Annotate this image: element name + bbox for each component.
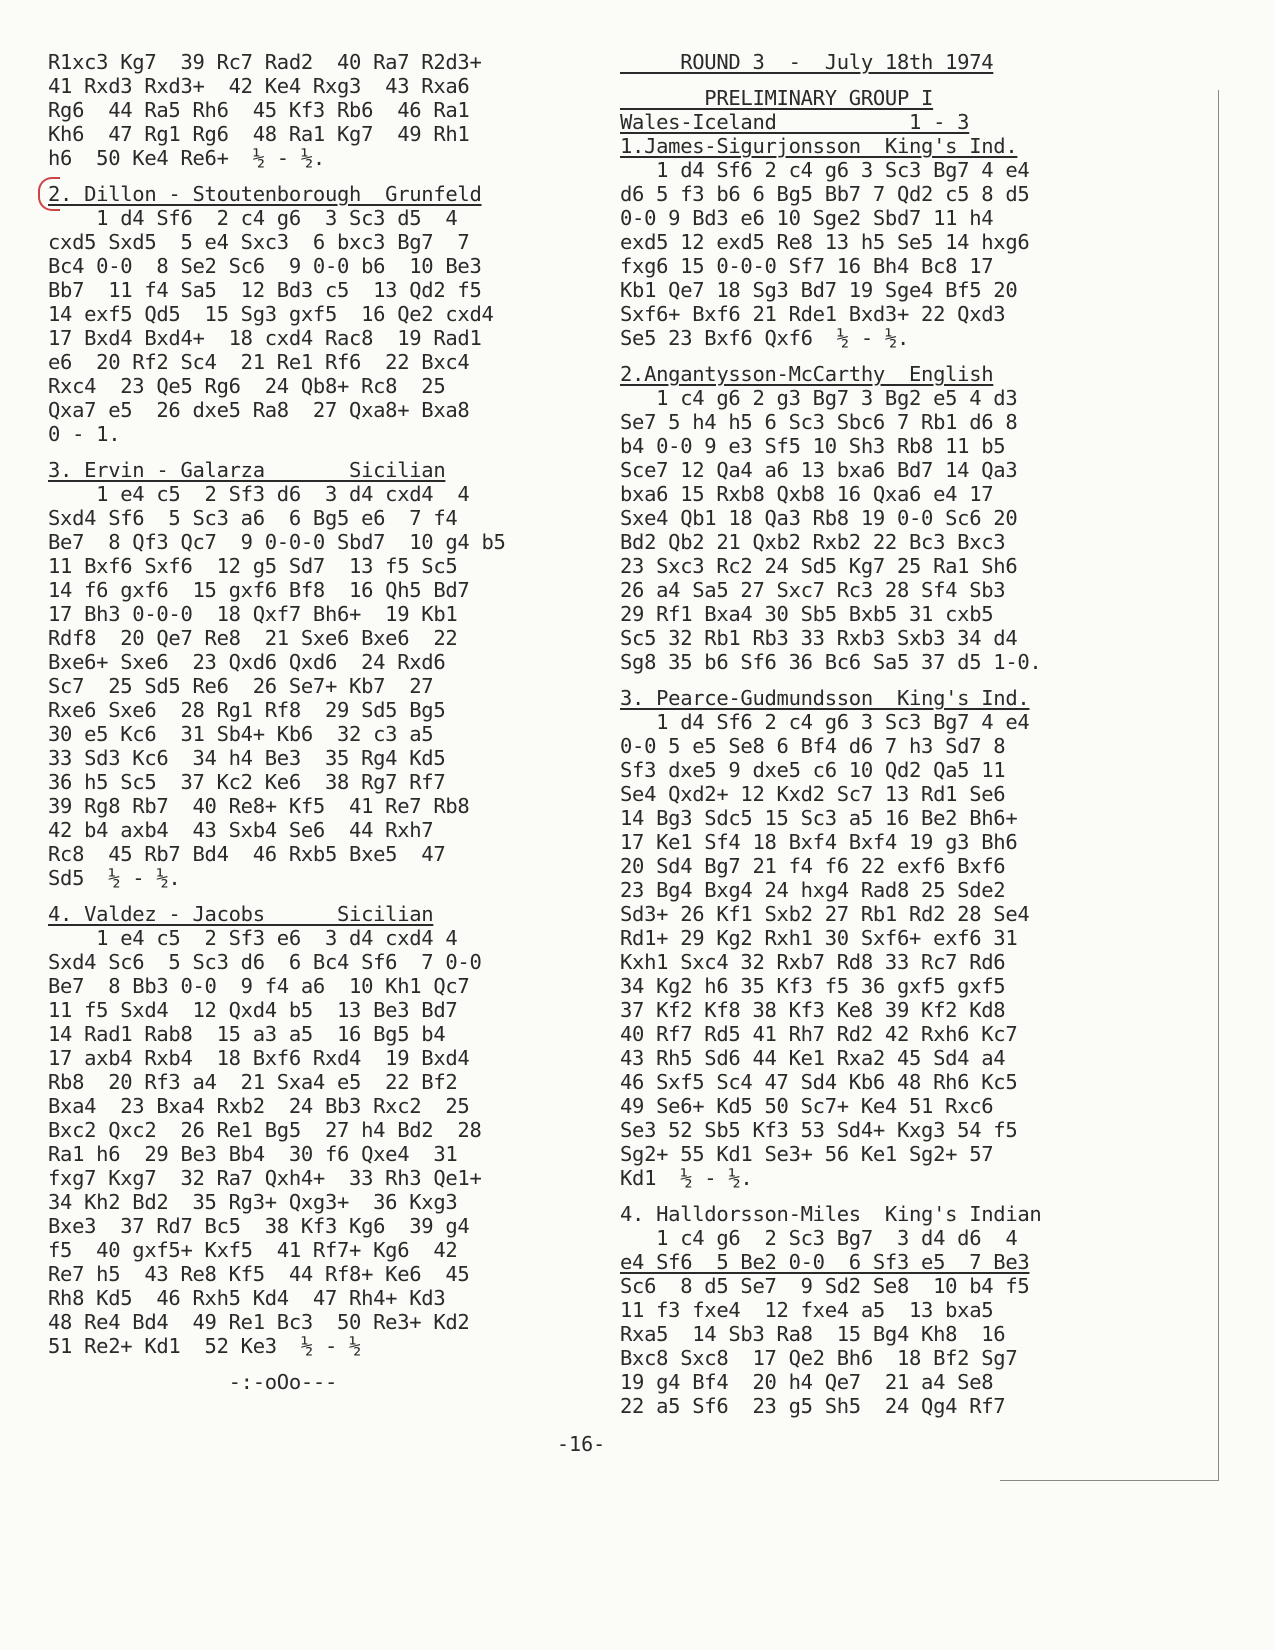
spacer: [620, 674, 1200, 686]
text-line: Kxh1 Sxc4 32 Rxb7 Rd8 33 Rc7 Rd6: [620, 950, 1006, 974]
text-line: 0 - 1.: [48, 422, 121, 446]
game-heading: 4. Valdez - Jacobs Sicilian: [48, 902, 434, 926]
page-number: -16-: [557, 1432, 606, 1456]
text-line: Sg8 35 b6 Sf6 36 Bc6 Sa5 37 d5 1-0.: [620, 650, 1042, 674]
text-line: d6 5 f3 b6 6 Bg5 Bb7 7 Qd2 c5 8 d5: [620, 182, 1030, 206]
spacer: [620, 1190, 1200, 1202]
text-line: Rg6 44 Ra5 Rh6 45 Kf3 Rb6 46 Ra1: [48, 98, 470, 122]
text-line: Bxc2 Qxc2 26 Re1 Bg5 27 h4 Bd2 28: [48, 1118, 482, 1142]
text-line: 17 Bxd4 Bxd4+ 18 cxd4 Rac8 19 Rad1: [48, 326, 482, 350]
text-line: 41 Rxd3 Rxd3+ 42 Ke4 Rxg3 43 Rxa6: [48, 74, 470, 98]
text-line: 1 c4 g6 2 Sc3 Bg7 3 d4 d6 4: [620, 1226, 1018, 1250]
text-line: Sce7 12 Qa4 a6 13 bxa6 Bd7 14 Qa3: [620, 458, 1018, 482]
text-line: Sd5 ½ - ½.: [48, 866, 181, 890]
text-line: 17 axb4 Rxb4 18 Bxf6 Rxd4 19 Bxd4: [48, 1046, 470, 1070]
spacer: [48, 1358, 588, 1370]
text-line: 48 Re4 Bd4 49 Re1 Bc3 50 Re3+ Kd2: [48, 1310, 470, 1334]
text-line: e6 20 Rf2 Sc4 21 Re1 Rf6 22 Bxc4: [48, 350, 470, 374]
text-line: Rdf8 20 Qe7 Re8 21 Sxe6 Bxe6 22: [48, 626, 458, 650]
text-line: fxg6 15 0-0-0 Sf7 16 Bh4 Bc8 17: [620, 254, 994, 278]
text-line: 4. Halldorsson-Miles King's Indian: [620, 1202, 1042, 1226]
text-line: Se7 5 h4 h5 6 Sc3 Sbc6 7 Rb1 d6 8: [620, 410, 1018, 434]
text-line: 34 Kh2 Bd2 35 Rg3+ Qxg3+ 36 Kxg3: [48, 1190, 458, 1214]
text-line: 43 Rh5 Sd6 44 Ke1 Rxa2 45 Sd4 a4: [620, 1046, 1006, 1070]
text-line: Se5 23 Bxf6 Qxf6 ½ - ½.: [620, 326, 910, 350]
text-line: 34 Kg2 h6 35 Kf3 f5 36 gxf5 gxf5: [620, 974, 1006, 998]
game-heading: 2. Dillon - Stoutenborough Grunfeld: [48, 182, 482, 206]
text-line: 11 Bxf6 Sxf6 12 g5 Sd7 13 f5 Sc5: [48, 554, 458, 578]
text-line: 14 f6 gxf6 15 gxf6 Bf8 16 Qh5 Bd7: [48, 578, 470, 602]
text-line: Sc7 25 Sd5 Re6 26 Se7+ Kb7 27: [48, 674, 434, 698]
text-line: 0-0 9 Bd3 e6 10 Sge2 Sbd7 11 h4: [620, 206, 994, 230]
text-line: fxg7 Kxg7 32 Ra7 Qxh4+ 33 Rh3 Qe1+: [48, 1166, 482, 1190]
text-line: Sd3+ 26 Kf1 Sxb2 27 Rb1 Rd2 28 Se4: [620, 902, 1030, 926]
text-line: Sf3 dxe5 9 dxe5 c6 10 Qd2 Qa5 11: [620, 758, 1006, 782]
text-line: 46 Sxf5 Sc4 47 Sd4 Kb6 48 Rh6 Kc5: [620, 1070, 1018, 1094]
spacer: [620, 74, 1200, 86]
text-line: Kb1 Qe7 18 Sg3 Bd7 19 Sge4 Bf5 20: [620, 278, 1018, 302]
text-line: Kh6 47 Rg1 Rg6 48 Ra1 Kg7 49 Rh1: [48, 122, 470, 146]
text-line: -:-oOo---: [48, 1370, 338, 1394]
text-line: 1 d4 Sf6 2 c4 g6 3 Sc3 Bg7 4 e4: [620, 710, 1030, 734]
text-line: Sxd4 Sf6 5 Sc3 a6 6 Bg5 e6 7 f4: [48, 506, 458, 530]
text-line: Rxe6 Sxe6 28 Rg1 Rf8 29 Sd5 Bg5: [48, 698, 446, 722]
text-line: 17 Bh3 0-0-0 18 Qxf7 Bh6+ 19 Kb1: [48, 602, 458, 626]
text-line: 1 e4 c5 2 Sf3 d6 3 d4 cxd4 4: [48, 482, 470, 506]
text-line: 33 Sd3 Kc6 34 h4 Be3 35 Rg4 Kd5: [48, 746, 446, 770]
text-line: 22 a5 Sf6 23 g5 Sh5 24 Qg4 Rf7: [620, 1394, 1006, 1418]
text-line: exd5 12 exd5 Re8 13 h5 Se5 14 hxg6: [620, 230, 1030, 254]
game-heading: ROUND 3 - July 18th 1974: [620, 50, 994, 74]
text-line: 20 Sd4 Bg7 21 f4 f6 22 exf6 Bxf6: [620, 854, 1006, 878]
text-line: Be7 8 Bb3 0-0 9 f4 a6 10 Kh1 Qc7: [48, 974, 470, 998]
text-line: h6 50 Ke4 Re6+ ½ - ½.: [48, 146, 325, 170]
text-line: 23 Bg4 Bxg4 24 hxg4 Rad8 25 Sde2: [620, 878, 1006, 902]
text-line: Sc6 8 d5 Se7 9 Sd2 Se8 10 b4 f5: [620, 1274, 1030, 1298]
text-line: Rb8 20 Rf3 a4 21 Sxa4 e5 22 Bf2: [48, 1070, 458, 1094]
text-line: Qxa7 e5 26 dxe5 Ra8 27 Qxa8+ Bxa8: [48, 398, 470, 422]
text-line: 1 d4 Sf6 2 c4 g6 3 Sc3 Bg7 4 e4: [620, 158, 1030, 182]
text-line: bxa6 15 Rxb8 Qxb8 16 Qxa6 e4 17: [620, 482, 994, 506]
page-frame-line-bottom: [1000, 1480, 1219, 1481]
text-line: Re7 h5 43 Re8 Kf5 44 Rf8+ Ke6 45: [48, 1262, 470, 1286]
text-line: Be7 8 Qf3 Qc7 9 0-0-0 Sbd7 10 g4 b5: [48, 530, 506, 554]
text-line: Bxe6+ Sxe6 23 Qxd6 Qxd6 24 Rxd6: [48, 650, 446, 674]
spacer: [48, 446, 588, 458]
text-line: 36 h5 Sc5 37 Kc2 Ke6 38 Rg7 Rf7: [48, 770, 446, 794]
game-heading: 3. Ervin - Galarza Sicilian: [48, 458, 446, 482]
spacer: [620, 350, 1200, 362]
text-line: 19 g4 Bf4 20 h4 Qe7 21 a4 Se8: [620, 1370, 994, 1394]
game-heading: Wales-Iceland 1 - 3: [620, 110, 970, 134]
text-line: Bd2 Qb2 21 Qxb2 Rxb2 22 Bc3 Bxc3: [620, 530, 1006, 554]
text-line: 29 Rf1 Bxa4 30 Sb5 Bxb5 31 cxb5: [620, 602, 994, 626]
text-line: Bb7 11 f4 Sa5 12 Bd3 c5 13 Qd2 f5: [48, 278, 482, 302]
text-line: 14 Rad1 Rab8 15 a3 a5 16 Bg5 b4: [48, 1022, 446, 1046]
text-line: f5 40 gxf5+ Kxf5 41 Rf7+ Kg6 42: [48, 1238, 458, 1262]
text-line: 11 f5 Sxd4 12 Qxd4 b5 13 Be3 Bd7: [48, 998, 458, 1022]
page-frame-line: [1218, 90, 1219, 1480]
text-line: Sxf6+ Bxf6 21 Rde1 Bxd3+ 22 Qxd3: [620, 302, 1006, 326]
text-line: 1 e4 c5 2 Sf3 e6 3 d4 cxd4 4: [48, 926, 458, 950]
text-line: 1 c4 g6 2 g3 Bg7 3 Bg2 e5 4 d3: [620, 386, 1018, 410]
text-line: 26 a4 Sa5 27 Sxc7 Rc3 28 Sf4 Sb3: [620, 578, 1006, 602]
game-heading: 3. Pearce-Gudmundsson King's Ind.: [620, 686, 1030, 710]
text-line: Bxa4 23 Bxa4 Rxb2 24 Bb3 Rxc2 25: [48, 1094, 470, 1118]
text-line: b4 0-0 9 e3 Sf5 10 Sh3 Rb8 11 b5: [620, 434, 1006, 458]
text-line: Sxd4 Sc6 5 Sc3 d6 6 Bc4 Sf6 7 0-0: [48, 950, 482, 974]
spacer: [48, 170, 588, 182]
text-line: Sg2+ 55 Kd1 Se3+ 56 Ke1 Sg2+ 57: [620, 1142, 994, 1166]
text-line: R1xc3 Kg7 39 Rc7 Rad2 40 Ra7 R2d3+: [48, 50, 482, 74]
text-line: Se3 52 Sb5 Kf3 53 Sd4+ Kxg3 54 f5: [620, 1118, 1018, 1142]
text-line: 49 Se6+ Kd5 50 Sc7+ Ke4 51 Rxc6: [620, 1094, 994, 1118]
game-heading: 2.Angantysson-McCarthy English: [620, 362, 994, 386]
text-line: 30 e5 Kc6 31 Sb4+ Kb6 32 c3 a5: [48, 722, 434, 746]
text-line: Bxe3 37 Rd7 Bc5 38 Kf3 Kg6 39 g4: [48, 1214, 470, 1238]
game-heading: e4 Sf6 5 Be2 0-0 6 Sf3 e5 7 Be3: [620, 1250, 1030, 1274]
text-line: Rxc4 23 Qe5 Rg6 24 Qb8+ Rc8 25: [48, 374, 446, 398]
right-column: [620, 50, 1200, 1418]
text-line: 14 Bg3 Sdc5 15 Sc3 a5 16 Be2 Bh6+: [620, 806, 1018, 830]
text-line: 23 Sxc3 Rc2 24 Sd5 Kg7 25 Ra1 Sh6: [620, 554, 1018, 578]
text-line: 42 b4 axb4 43 Sxb4 Se6 44 Rxh7: [48, 818, 434, 842]
text-line: 11 f3 fxe4 12 fxe4 a5 13 bxa5: [620, 1298, 994, 1322]
text-line: 17 Ke1 Sf4 18 Bxf4 Bxf4 19 g3 Bh6: [620, 830, 1018, 854]
game-heading: 1.James-Sigurjonsson King's Ind.: [620, 134, 1018, 158]
text-line: Ra1 h6 29 Be3 Bb4 30 f6 Qxe4 31: [48, 1142, 458, 1166]
text-line: Sxe4 Qb1 18 Qa3 Rb8 19 0-0 Sc6 20: [620, 506, 1018, 530]
spacer: [48, 890, 588, 902]
text-line: 39 Rg8 Rb7 40 Re8+ Kf5 41 Re7 Rb8: [48, 794, 470, 818]
text-line: Bc4 0-0 8 Se2 Sc6 9 0-0 b6 10 Be3: [48, 254, 482, 278]
text-line: Se4 Qxd2+ 12 Kxd2 Sc7 13 Rd1 Se6: [620, 782, 1006, 806]
text-line: Rxa5 14 Sb3 Ra8 15 Bg4 Kh8 16: [620, 1322, 1006, 1346]
text-line: 1 d4 Sf6 2 c4 g6 3 Sc3 d5 4: [48, 206, 458, 230]
text-line: 37 Kf2 Kf8 38 Kf3 Ke8 39 Kf2 Kd8: [620, 998, 1006, 1022]
left-column: [48, 50, 588, 1394]
text-line: Rh8 Kd5 46 Rxh5 Kd4 47 Rh4+ Kd3: [48, 1286, 446, 1310]
text-line: 51 Re2+ Kd1 52 Ke3 ½ - ½: [48, 1334, 362, 1358]
text-line: 14 exf5 Qd5 15 Sg3 gxf5 16 Qe2 cxd4: [48, 302, 494, 326]
text-line: Rc8 45 Rb7 Bd4 46 Rxb5 Bxe5 47: [48, 842, 446, 866]
text-line: Kd1 ½ - ½.: [620, 1166, 753, 1190]
text-line: 40 Rf7 Rd5 41 Rh7 Rd2 42 Rxh6 Kc7: [620, 1022, 1018, 1046]
text-line: cxd5 Sxd5 5 e4 Sxc3 6 bxc3 Bg7 7: [48, 230, 470, 254]
text-line: Rd1+ 29 Kg2 Rxh1 30 Sxf6+ exf6 31: [620, 926, 1018, 950]
text-line: 0-0 5 e5 Se8 6 Bf4 d6 7 h3 Sd7 8: [620, 734, 1006, 758]
text-line: Bxc8 Sxc8 17 Qe2 Bh6 18 Bf2 Sg7: [620, 1346, 1018, 1370]
text-line: Sc5 32 Rb1 Rb3 33 Rxb3 Sxb3 34 d4: [620, 626, 1018, 650]
game-heading: PRELIMINARY GROUP I: [620, 86, 934, 110]
